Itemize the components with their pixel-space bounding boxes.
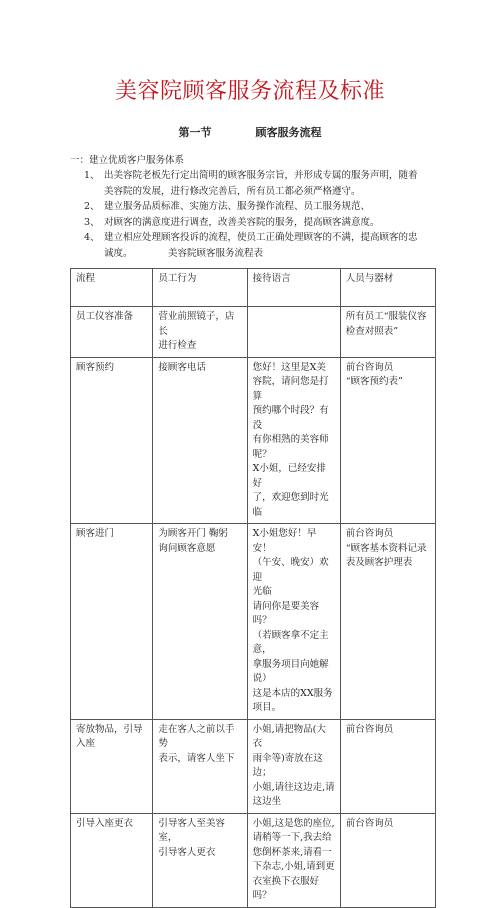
table-cell: 员工仪容准备 bbox=[71, 307, 153, 358]
header-cell-reception-language: 接待语言 bbox=[247, 269, 340, 307]
list-item bbox=[84, 199, 424, 215]
table-cell: 小姐,请把物品(大衣 雨伞等)寄放在这边； 小姐,请往这边走,请 这边坐 bbox=[247, 719, 340, 813]
table-cell: 前台咨询员 “顾客预约表” bbox=[340, 357, 435, 524]
section-number: 第一节 bbox=[178, 126, 212, 139]
table-cell bbox=[247, 307, 340, 358]
table-cell: 引导客人至美容室， 引导客人更衣 bbox=[153, 813, 247, 907]
table-cell: 接顾客电话 bbox=[153, 357, 247, 524]
section-heading bbox=[0, 124, 500, 140]
list-item-number: 2、 bbox=[84, 201, 100, 212]
intro-heading: 一：建立优质客户服务体系 bbox=[70, 155, 185, 166]
service-flow-table bbox=[70, 268, 436, 908]
header-cell-process: 流程 bbox=[71, 269, 153, 307]
header-cell-staff-action: 员工行为 bbox=[153, 269, 247, 307]
table-cell: 前台咨询员 bbox=[340, 813, 435, 907]
table-cell: 寄放物品，引导入座 bbox=[71, 719, 153, 813]
table-row bbox=[71, 307, 436, 358]
document-title: 美容院顾客服务流程及标准 bbox=[114, 79, 385, 104]
list-item-text: 出美容院老板先行定出简明的顾客服务宗旨，并形成专属的服务声明，随着美容院的发展，进行修改完善后，所有员工都必须严格遵守。 bbox=[104, 170, 418, 197]
list-item-number: 4、 bbox=[84, 232, 100, 243]
table-row bbox=[71, 813, 436, 907]
table-cell: 顾客预约 bbox=[71, 357, 153, 524]
list-item bbox=[84, 168, 424, 199]
table-cell: 您好！这里是X美 容院，请问您是打算 预约哪个时段？有没 有你相熟的美容师呢？ X小姐，已经安排好 了，欢迎您到时光临 bbox=[247, 357, 340, 524]
table-row bbox=[71, 524, 436, 720]
list-item-text: 建立服务品质标准、实施方法、服务操作流程、员工服务规范、 bbox=[104, 201, 371, 212]
table-cell: 前台咨询员 “顾客基本资料记录 表及顾客护理表 bbox=[340, 524, 435, 720]
list-item-number: 3、 bbox=[84, 216, 100, 228]
table-header-row bbox=[71, 269, 436, 307]
table-cell: 走在客人之前以手势 表示，请客人坐下 bbox=[153, 719, 247, 813]
section-name: 顾客服务流程 bbox=[255, 126, 322, 139]
table-title: 美容院顾客服务流程表 bbox=[168, 248, 264, 259]
table-cell: X小姐您好！早安！ （午安、晚安）欢迎 光临 请问你是要美容吗？ （若顾客拿不定主意， 拿服务项目向她解说） 这是本店的XX服务 项目。 bbox=[247, 524, 340, 720]
table-cell: 营业前照镜子，店长 进行检查 bbox=[153, 307, 247, 358]
header-cell-staff-equipment: 人员与器材 bbox=[340, 269, 435, 307]
list-item-number: 1、 bbox=[84, 170, 100, 181]
table-cell: 为顾客开门 鞠躬 询问顾客意愿 bbox=[153, 524, 247, 720]
table-cell: 引导入座更衣 bbox=[71, 813, 153, 907]
table-cell: 前台咨询员 bbox=[340, 719, 435, 813]
table-cell: 顾客进门 bbox=[71, 524, 153, 720]
table-cell: 小姐,这是您的座位, 请稍等一下,我去给 您倒杯茶来,请看一 下杂志,小姐,请到更 衣室换下衣服好吗？ bbox=[247, 813, 340, 907]
table-cell: 所有员工“服装仪容 检查对照表” bbox=[340, 307, 435, 358]
list-item bbox=[84, 215, 424, 231]
list-item-text: 建立相应处理顾客投诉的流程，使员工正确处理顾客的不满，提高顾客的忠诚度。 bbox=[104, 232, 418, 259]
list-item-text: 对顾客的满意度进行调查，改善美容院的服务，提高顾客满意度。 bbox=[104, 216, 380, 228]
table-row bbox=[71, 357, 436, 524]
table-row bbox=[71, 719, 436, 813]
